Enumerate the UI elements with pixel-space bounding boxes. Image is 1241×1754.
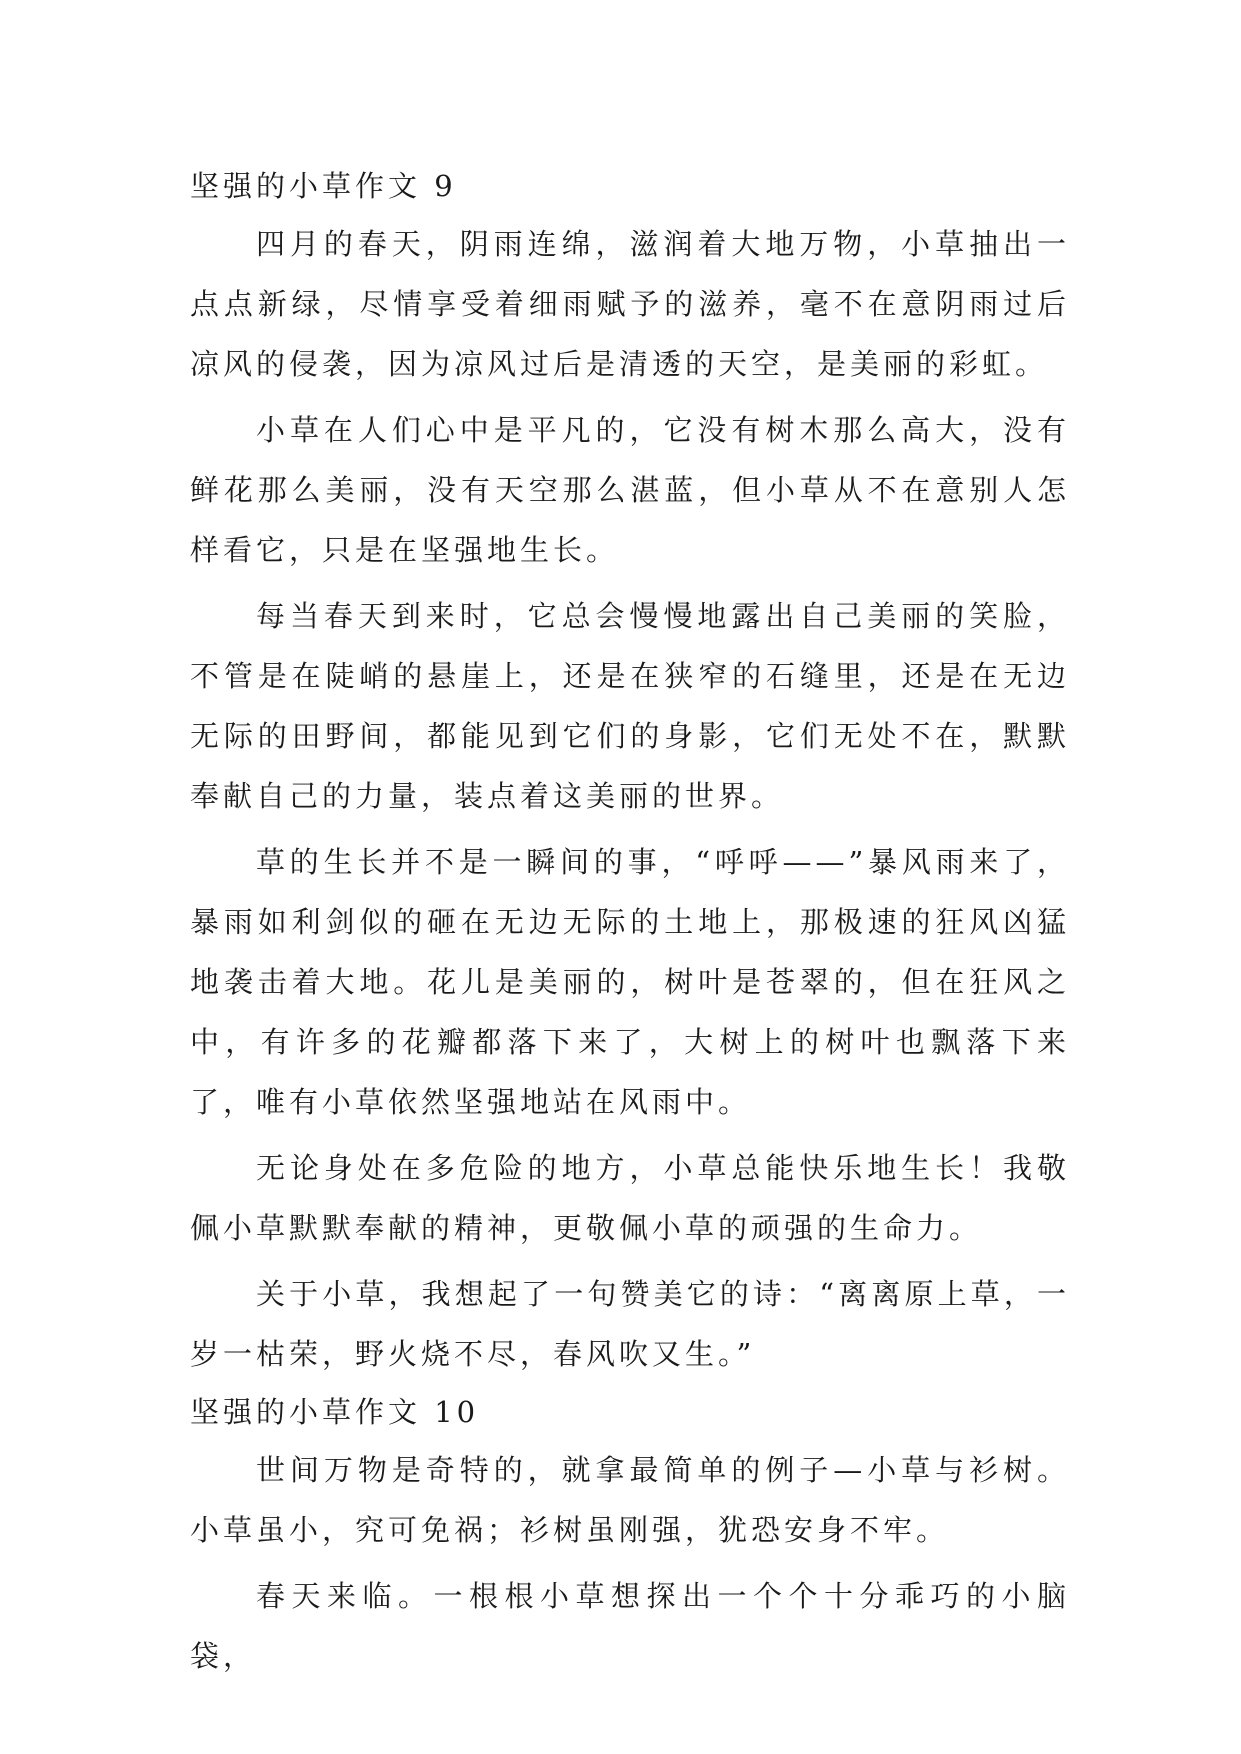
paragraph: 春天来临。一根根小草想探出一个个十分乖巧的小脑袋， (190, 1579, 1070, 1673)
paragraph: 关于小草，我想起了一句赞美它的诗：“离离原上草，一岁一枯荣，野火烧不尽，春风吹又生。” (190, 1277, 1070, 1371)
paragraph: 无论身处在多危险的地方，小草总能快乐地生长！我敬佩小草默默奉献的精神，更敬佩小草的顽强的生命力。 (190, 1151, 1070, 1245)
section-heading: 坚强的小草作文 10 (190, 1395, 480, 1429)
paragraph: 草的生长并不是一瞬间的事，“呼呼——”暴风雨来了，暴雨如利剑似的砸在无边无际的土地上，那极速的狂风凶猛地袭击着大地。花儿是美丽的，树叶是苍翠的，但在狂风之中，有许多的花瓣都落下来了，大树上的树叶也飘落下来了，唯有小草依然坚强地站在风雨中。 (190, 845, 1070, 1119)
paragraph: 四月的春天，阴雨连绵，滋润着大地万物，小草抽出一点点新绿，尽情享受着细雨赋予的滋养，毫不在意阴雨过后凉风的侵袭，因为凉风过后是清透的天空，是美丽的彩虹。 (190, 227, 1070, 381)
document-body (190, 158, 1070, 1692)
paragraph: 世间万物是奇特的，就拿最简单的例子—小草与衫树。小草虽小，究可免祸；衫树虽刚强，犹恐安身不牢。 (190, 1453, 1070, 1547)
section-heading: 坚强的小草作文 9 (190, 169, 457, 203)
paragraph: 每当春天到来时，它总会慢慢地露出自己美丽的笑脸，不管是在陡峭的悬崖上，还是在狭窄的石缝里，还是在无边无际的田野间，都能见到它们的身影，它们无处不在，默默奉献自己的力量，装点着这美丽的世界。 (190, 599, 1070, 813)
paragraph: 小草在人们心中是平凡的，它没有树木那么高大，没有鲜花那么美丽，没有天空那么湛蓝，但小草从不在意别人怎样看它，只是在坚强地生长。 (190, 413, 1070, 567)
